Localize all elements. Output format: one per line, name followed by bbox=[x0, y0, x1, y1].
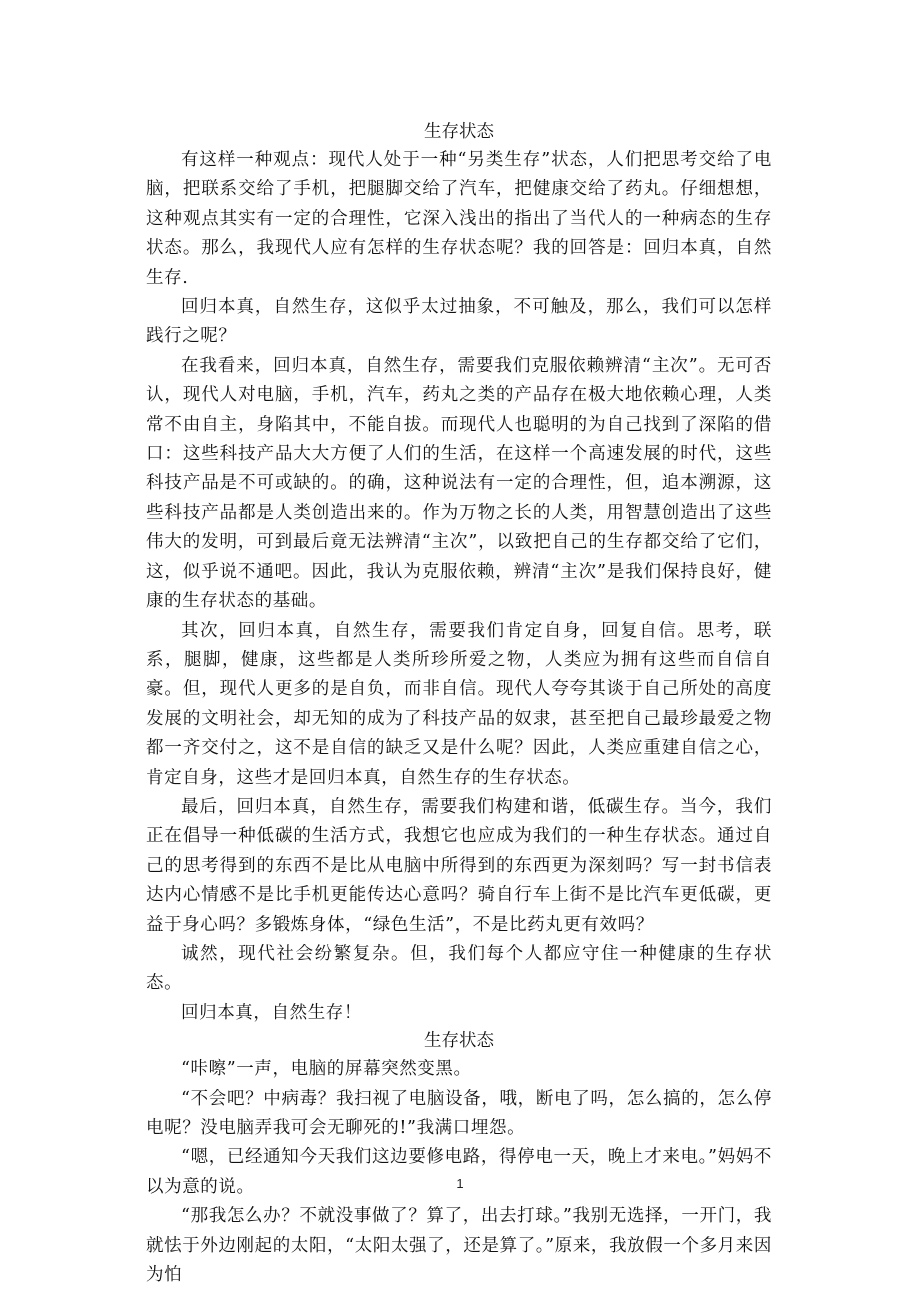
essay-2-paragraph-2: “不会吧？中病毒？我扫视了电脑设备，哦，断电了吗，怎么搞的，怎么停电呢？没电脑弄我可会无聊死的!”我满口埋怨。 bbox=[146, 1088, 772, 1138]
essay-1-paragraph-5: 最后，回归本真，自然生存，需要我们构建和谐，低碳生存。当今，我们正在倡导一种低碳的生活方式，我想它也应成为我们的一种生存状态。通过自己的思考得到的东西不是比从电脑中所得到的东西更为深刻吗？写一封书信表达内心情感不是比手机更能传达心意吗？骑自行车上街不是比汽车更低碳，更益于身心吗？多锻炼身体，“绿色生活”，不是比药丸更有效吗？ bbox=[146, 796, 772, 935]
page-number: 1 bbox=[456, 1176, 464, 1191]
essay-1-paragraph-3: 在我看来，回归本真，自然生存，需要我们克服依赖辨清“主次”。无可否认，现代人对电脑，手机，汽车，药丸之类的产品存在极大地依赖心理，人类常不由自主，身陷其中，不能自拔。而现代人也聪明的为自己找到了深陷的借口：这些科技产品大大方便了人们的生活，在这样一个高速发展的时代，这些科技产品是不可或缺的。的确，这种说法有一定的合理性，但，追本溯源，这些科技产品都是人类创造出来的。作为万物之长的人类，用智慧创造出了这些伟大的发明，可到最后竟无法辨清“主次”，以致把自己的生存都交给了它们，这，似乎说不通吧。因此，我认为克服依赖，辨清“主次”是我们保持良好，健康的生存状态的基础。 bbox=[146, 355, 772, 612]
essay-2-paragraph-4: “那我怎么办？不就没事做了？算了，出去打球。”我别无选择，一开门，我就怯于外边刚起的太阳，“太阳太强了，还是算了。”原来，我放假一个多月来因为怕 bbox=[146, 1206, 772, 1286]
essay-1-title: 生存状态 bbox=[424, 122, 494, 142]
essay-1-paragraph-6: 诚然，现代社会纷繁复杂。但，我们每个人都应守住一种健康的生存状态。 bbox=[146, 943, 772, 994]
essay-1-paragraph-7: 回归本真，自然生存！ bbox=[181, 1002, 362, 1023]
essay-1-paragraph-1: 有这样一种观点：现代人处于一种“另类生存”状态，人们把思考交给了电脑，把联系交给了手机，把腿脚交给了汽车，把健康交给了药丸。仔细想想，这种观点其实有一定的合理性，它深入浅出的指出了当代人的一种病态的生存状态。那么，我现代人应有怎样的生存状态呢？我的回答是：回归本真，自然生存. bbox=[146, 150, 772, 288]
document-body bbox=[146, 119, 772, 1290]
essay-2-paragraph-3: “嗯，已经通知今天我们这边要修电路，得停电一天，晚上才来电。”妈妈不以为意的说。 bbox=[146, 1147, 772, 1197]
essay-2-title: 生存状态 bbox=[424, 1031, 494, 1052]
essay-1-paragraph-4: 其次，回归本真，自然生存，需要我们肯定自身，回复自信。思考，联系，腿脚，健康，这些都是人类所珍所爱之物，人类应为拥有这些而自信自豪。但，现代人更多的是自负，而非自信。现代人夸夸其谈于自己所处的高度发展的文明社会，却无知的成为了科技产品的奴隶，甚至把自己最珍最爱之物都一齐交付之，这不是自信的缺乏又是什么呢？因此，人类应重建自信之心，肯定自身，这些才是回归本真，自然生存的生存状态。 bbox=[146, 620, 772, 788]
essay-1-paragraph-2: 回归本真，自然生存，这似乎太过抽象，不可触及，那么，我们可以怎样践行之呢？ bbox=[146, 297, 772, 347]
essay-2-paragraph-1: “咔嚓”一声，电脑的屏幕突然变黑。 bbox=[181, 1059, 472, 1080]
